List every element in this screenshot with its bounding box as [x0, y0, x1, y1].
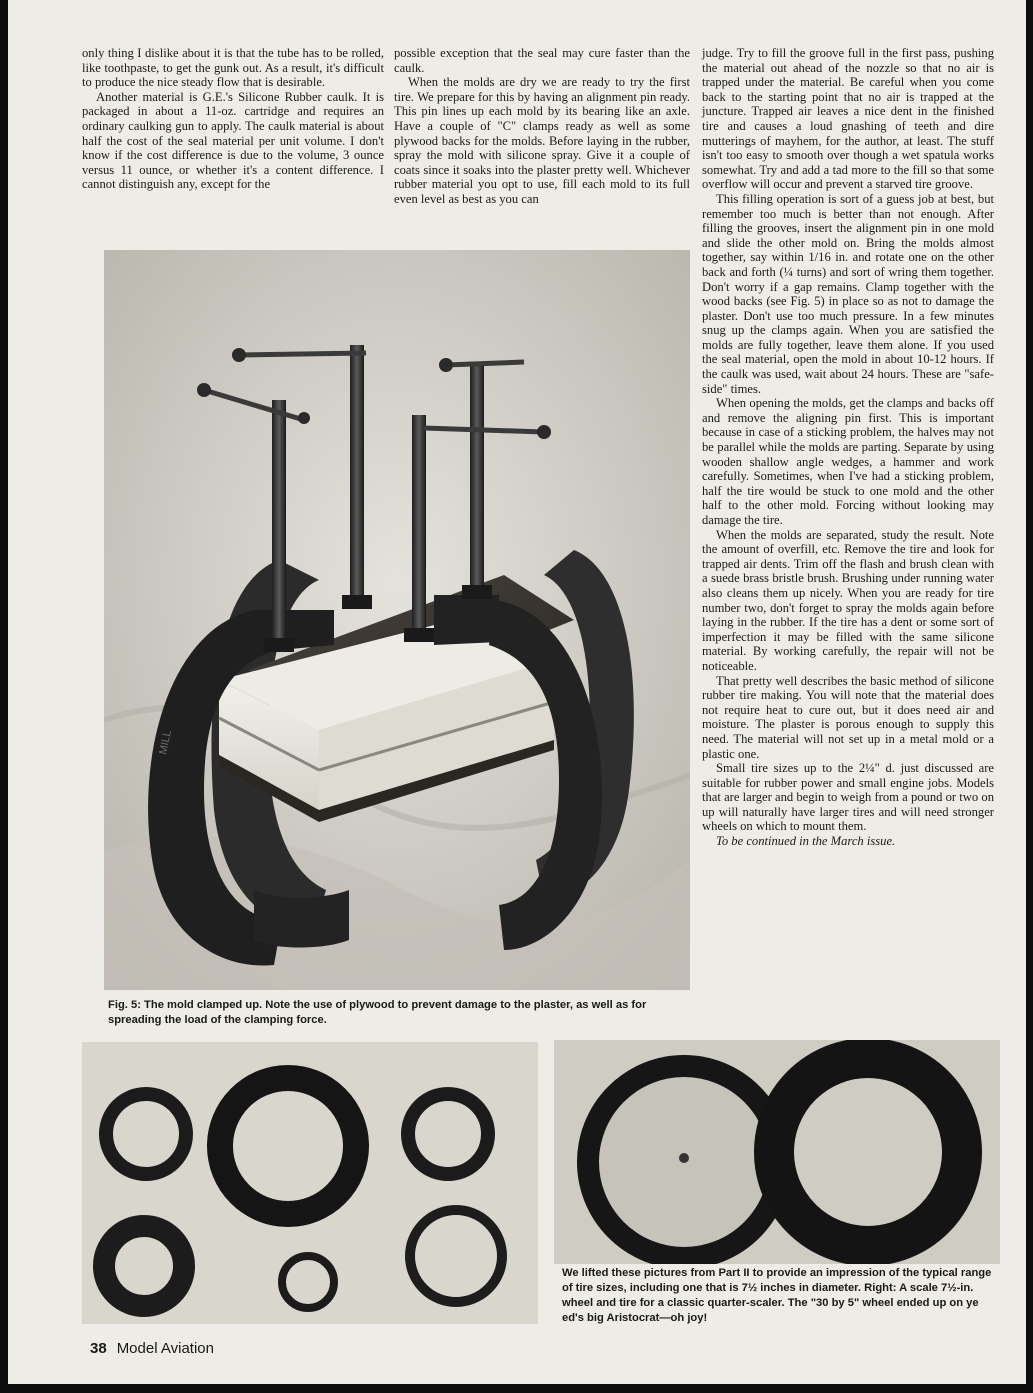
- tire-photos-caption: We lifted these pictures from Part II to provide an impression of the typical range of tire sizes, including one that is 7½ inches in diameter. Right: A scale 7½-in. wheel and tire for a classic quarter-scaler. The "30 by 5" wheel ended up on ye ed's big Aristocrat—oh joy!: [562, 1267, 992, 1324]
- paragraph: possible exception that the seal may cure faster than the caulk.: [394, 46, 690, 75]
- article-column-1: [82, 46, 384, 192]
- paragraph: Another material is G.E.'s Silicone Rubber caulk. It is packaged in about a 11-oz. cartridge and requires an ordinary caulking gun to apply. The caulk material is about half the cost of the seal material per unit volume. I don't know if the cost difference is due to the volume, 3 ounce versus 11 ounce, or whether it's a content difference. I cannot distinguish any, except for the: [82, 89, 384, 192]
- paragraph: When the molds are dry we are ready to try the first tire. We prepare for this by having an alignment pin ready. This pin lines up each mold by its bearing like an axle. Have a couple of "C" clamps ready as well as some plywood backs for the molds. Before laying in the rubber, spray the mold with silicone spray. Give it a couple of coats since it soaks into the plaster pretty well. Whichever rubber material you opt to use, fill each mold to its full even level as best as you can: [394, 75, 690, 206]
- paragraph: When the molds are separated, study the result. Note the amount of overfill, etc. Remove the tire and look for trapped air dents. Trim off the flash and brush clean with a suede brass bristle brush. Brushing under running water also cleans them up nicely. When you are ready for tire number two, don't forget to spray the molds again before laying in the rubber. If the tire has a dent or some sort of imperfection it may be filled with the same silicone material. By working carefully, the repair will not be noticeable.: [702, 527, 994, 673]
- fig5-photo: [104, 250, 690, 990]
- clamp-illustration: [104, 250, 690, 990]
- paragraph: This filling operation is sort of a guess job at best, but remember too much is better than not enough. After filling the grooves, insert the alignment pin in one mold and slide the other mold on. Bring the molds almost together, say within 1/16 in. and rotate one on the other back and forth (¼ turns) and sort of wring them together. Don't worry if a gap remains. Clamp together with the wood backs (see Fig. 5) in place so as not to damage the plaster. Don't use too much pressure. In a few minutes snug up the clamps again. When you are satisfied the molds are fully together, leave them alone. If you used the seal material, open the mold in about 10-12 hours. If the caulk was used, wait about 24 hours. These are "safe-side" times.: [702, 191, 994, 396]
- page-number: 38: [90, 1340, 107, 1357]
- fig5-caption: Fig. 5: The mold clamped up. Note the use of plywood to prevent damage to the plaster, as well as for spreading the load of the clamping force.: [108, 999, 647, 1026]
- wheel-and-tire: [554, 1040, 1000, 1264]
- magazine-title: Model Aviation: [116, 1340, 214, 1357]
- article-column-3: [702, 46, 994, 849]
- magazine-page: [8, 0, 1026, 1384]
- paragraph: That pretty well describes the basic method of silicone rubber tire making. You will note that the material does not require heat to cure out, but it does need air and moisture. The plaster is porous enough to supply this need. The material will not set up in a metal mold or a plastic one.: [702, 673, 994, 761]
- paragraph: judge. Try to fill the groove full in the first pass, pushing the material out ahead of the nozzle so that no air is trapped under the material. Be careful when you come back to the starting point that no air is trapped at the juncture. Trapped air leaves a nice dent in the finished tire and causes a loud gnashing of teeth and dire mutterings of mayhem, for the author, at least. The stuff isn't too easy to smooth over though a wet spatula works somewhat. Try and add a tad more to the fill so that some overflow will occur and prevent a starved tire groove.: [702, 46, 994, 192]
- paragraph: When opening the molds, get the clamps and backs off and remove the aligning pin first. This is important because in case of a sticking problem, the halves may not be parallel while the molds are parting. Separate by using wooden shallow angle wedges, a hammer and work carefully. Sometimes, when I've had a sticking problem, half the tire would be stuck to one mold and the other half to the other mold. Forcing without looking may damage the tire.: [702, 396, 994, 527]
- scale-wheel-photo: [554, 1040, 1000, 1264]
- paragraph: only thing I dislike about it is that the tube has to be rolled, like toothpaste, to get the gunk out. As a result, it's difficult to produce the nice steady flow that is desirable.: [82, 46, 384, 90]
- article-column-2: [394, 46, 690, 207]
- page-footer: [90, 1340, 214, 1357]
- continued-note: To be continued in the March issue.: [716, 834, 896, 849]
- tire-rings: [82, 1042, 538, 1324]
- paragraph: Small tire sizes up to the 2¼" d. just discussed are suitable for rubber power and small engine jobs. Models that are larger and begin to weigh from a pound or two on up will naturally have larger tires and will need stronger wheels on which to mount them.: [702, 761, 994, 834]
- clamp-brand-text: MILL: [157, 729, 175, 756]
- tire-sizes-photo: [82, 1042, 538, 1324]
